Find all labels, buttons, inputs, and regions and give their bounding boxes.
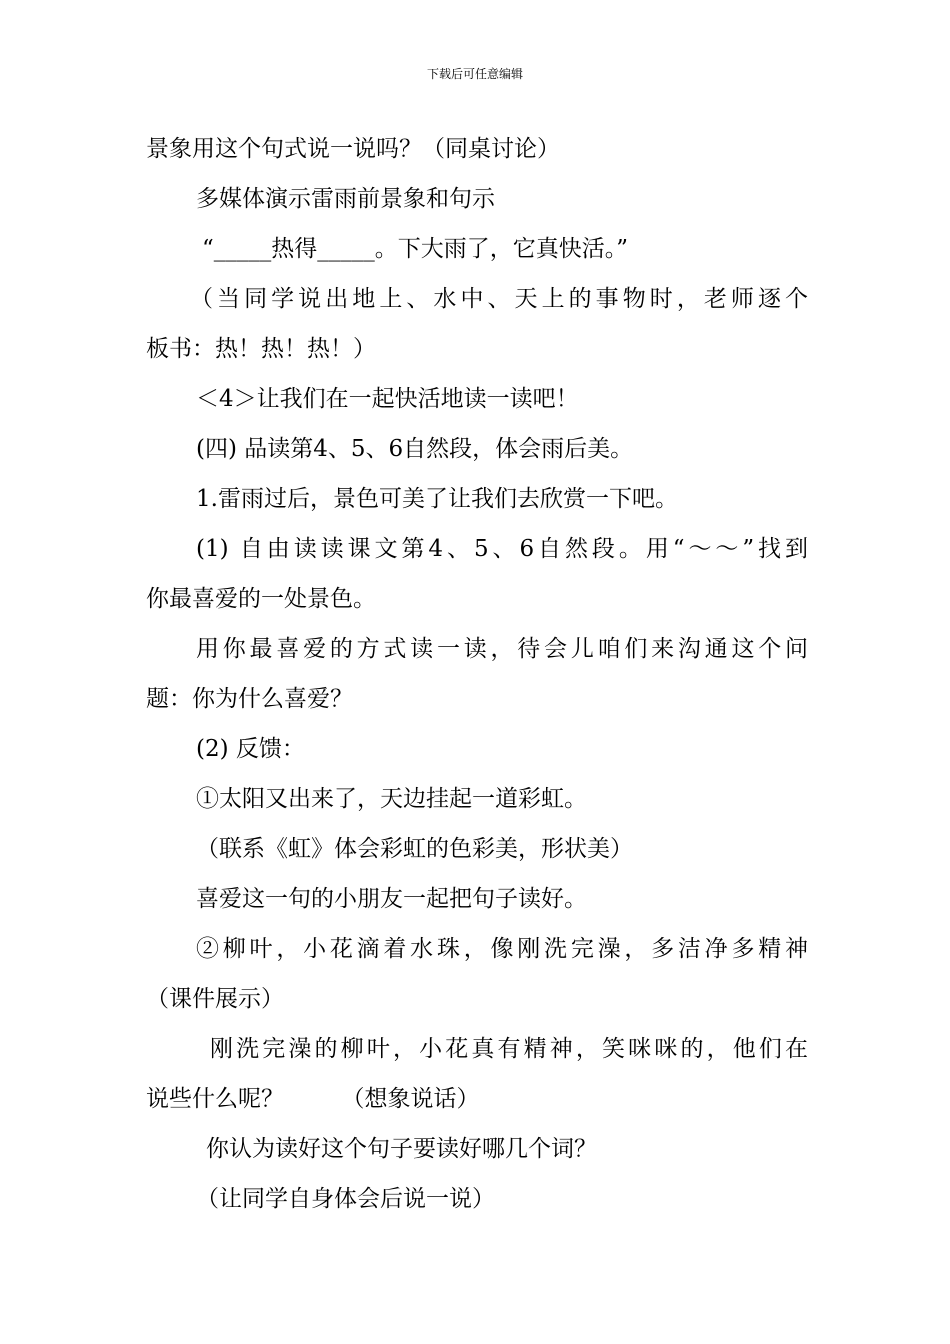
- text-line: 刚洗完澡的柳叶，小花真有精神，笑咪咪的，他们在: [210, 1036, 808, 1062]
- text-line: ②柳叶，小花滴着水珠，像刚洗完澡，多洁净多精神: [196, 936, 808, 962]
- text-line: 景象用这个句式说一说吗？（同桌讨论）: [146, 136, 560, 162]
- text-line: 多媒体演示雷雨前景象和句示: [196, 186, 495, 212]
- text-line: 用你最喜爱的方式读一读，待会儿咱们来沟通这个问: [196, 636, 808, 662]
- text-line: 板书：热！热！热！）: [146, 336, 376, 362]
- document-body: [146, 124, 808, 1224]
- text-line: (2) 反馈：: [196, 736, 305, 762]
- text-line: “_____热得_____。下大雨了，它真快活。”: [202, 236, 629, 262]
- text-line: （让同学自身体会后说一说）: [196, 1186, 495, 1212]
- text-line: 1.雷雨过后，景色可美了让我们去欣赏一下吧。: [196, 486, 678, 512]
- text-line: ＜4＞让我们在一起快活地读一读吧！: [196, 386, 579, 412]
- text-line: 题：你为什么喜爱？: [146, 686, 353, 712]
- text-line: ①太阳又出来了，天边挂起一道彩虹。: [196, 786, 587, 812]
- text-line: （当同学说出地上、水中、天上的事物时，老师逐个: [190, 286, 808, 312]
- text-line: （课件展示）: [146, 986, 284, 1012]
- text-line: 说些什么呢？ （想象说话）: [146, 1086, 480, 1112]
- text-line: (1) 自由读读课文第4、5、6自然段。用“～～”找到: [196, 536, 808, 562]
- text-line: 你认为读好这个句子要读好哪几个词？: [206, 1136, 597, 1162]
- text-line: 喜爱这一句的小朋友一起把句子读好。: [196, 886, 587, 912]
- text-line: 你最喜爱的一处景色。: [146, 586, 376, 612]
- text-line: （联系《虹》体会彩虹的色彩美，形状美）: [196, 836, 633, 862]
- text-line: (四) 品读第4、5、6自然段，体会雨后美。: [196, 436, 634, 462]
- page-header-note: 下载后可任意编辑: [426, 67, 523, 81]
